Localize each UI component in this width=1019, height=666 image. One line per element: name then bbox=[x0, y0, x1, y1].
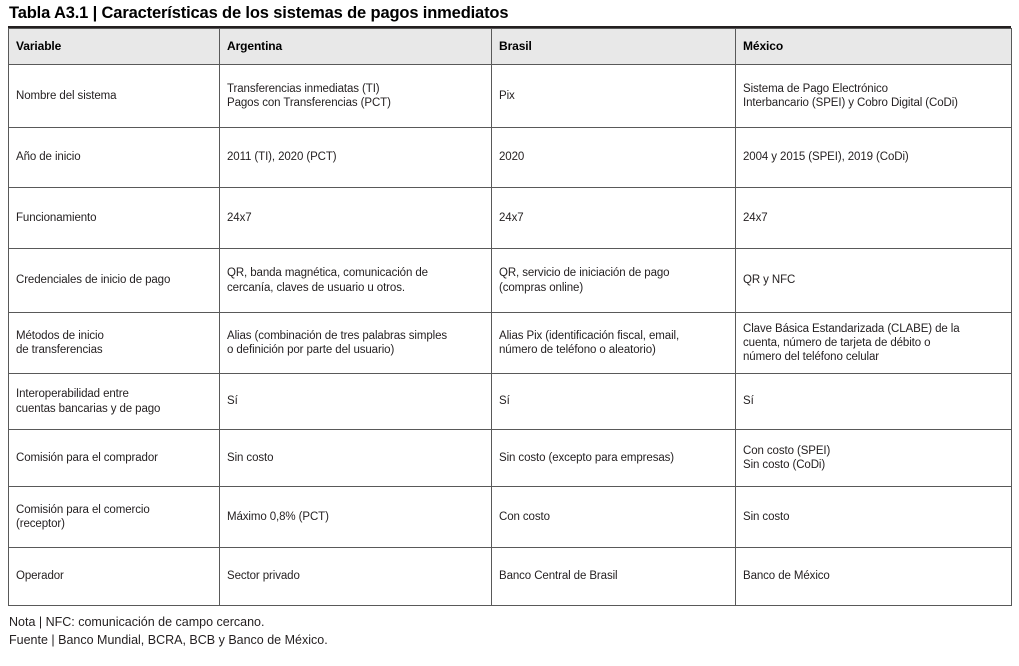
cell-line: Con costo bbox=[499, 510, 550, 523]
cell-line: 24x7 bbox=[227, 211, 252, 224]
cell-mexico bbox=[736, 313, 1012, 374]
cell-line: Sin costo (CoDi) bbox=[743, 459, 826, 471]
cell-line: 2020 bbox=[499, 151, 525, 164]
cell-line: (compras online) bbox=[499, 281, 584, 294]
cell-mexico bbox=[736, 249, 1012, 313]
cell-line: Alias (combinación de tres palabras simples bbox=[227, 329, 448, 342]
cell-line: 24x7 bbox=[499, 211, 524, 224]
column-header-mexico: México bbox=[736, 29, 1012, 65]
cell-mexico bbox=[736, 188, 1012, 249]
cell-line: Pagos con Transferencias (PCT) bbox=[227, 97, 391, 109]
cell-line: Sin costo bbox=[227, 451, 274, 464]
row-label-cell bbox=[9, 430, 220, 487]
cell-line: Comisión para el comprador bbox=[16, 451, 158, 464]
cell-line: Funcionamiento bbox=[16, 211, 97, 224]
cell-line: Sin costo bbox=[743, 510, 790, 523]
cell-line: Sí bbox=[743, 395, 754, 408]
column-header-brasil: Brasil bbox=[492, 29, 736, 65]
cell-line: 2011 (TI), 2020 (PCT) bbox=[227, 151, 337, 164]
cell-argentina bbox=[220, 374, 492, 430]
cell-argentina bbox=[220, 188, 492, 249]
table-footnotes bbox=[8, 614, 1011, 649]
row-label-cell bbox=[9, 128, 220, 188]
cell-mexico bbox=[736, 128, 1012, 188]
cell-brasil bbox=[492, 128, 736, 188]
cell-mexico bbox=[736, 548, 1012, 606]
cell-line: QR, servicio de iniciación de pago bbox=[499, 267, 670, 280]
cell-line: Con costo (SPEI) bbox=[743, 444, 831, 457]
cell-line: Sector privado bbox=[227, 570, 300, 583]
cell-brasil bbox=[492, 188, 736, 249]
page-title: Tabla A3.1 | Características de los sistemas de pagos inmediatos bbox=[9, 4, 509, 22]
table-body bbox=[9, 65, 1012, 606]
cell-line: 24x7 bbox=[743, 211, 768, 224]
cell-brasil bbox=[492, 374, 736, 430]
footnote-nota: Nota | NFC: comunicación de campo cercano. bbox=[9, 615, 265, 629]
cell-line: Nombre del sistema bbox=[16, 89, 117, 102]
cell-line: Interoperabilidad entre bbox=[16, 388, 129, 401]
cell-line: o definición por parte del usuario) bbox=[227, 344, 395, 356]
cell-line: Métodos de inicio bbox=[16, 329, 104, 342]
table-row bbox=[9, 128, 1012, 188]
row-label-cell bbox=[9, 548, 220, 606]
cell-argentina bbox=[220, 487, 492, 548]
cell-line: 2004 y 2015 (SPEI), 2019 (CoDi) bbox=[743, 151, 909, 164]
column-header-variable: Variable bbox=[9, 29, 220, 65]
cell-line: Interbancario (SPEI) y Cobro Digital (CoDi) bbox=[743, 97, 958, 109]
cell-line: Banco de México bbox=[743, 570, 830, 583]
row-label-cell bbox=[9, 249, 220, 313]
cell-brasil bbox=[492, 548, 736, 606]
table-row bbox=[9, 313, 1012, 374]
cell-line: Transferencias inmediatas (TI) bbox=[227, 82, 380, 95]
cell-brasil bbox=[492, 313, 736, 374]
cell-line: número de teléfono o aleatorio) bbox=[499, 344, 656, 356]
row-label-cell bbox=[9, 313, 220, 374]
table-row bbox=[9, 430, 1012, 487]
table-row bbox=[9, 188, 1012, 249]
cell-mexico bbox=[736, 374, 1012, 430]
table-row bbox=[9, 249, 1012, 313]
cell-line: Máximo 0,8% (PCT) bbox=[227, 510, 329, 523]
table-header-row bbox=[9, 29, 1012, 65]
cell-line: Comisión para el comercio bbox=[16, 503, 150, 516]
cell-line: Sí bbox=[227, 395, 238, 408]
cell-mexico bbox=[736, 65, 1012, 128]
cell-brasil bbox=[492, 65, 736, 128]
cell-argentina bbox=[220, 430, 492, 487]
row-label-cell bbox=[9, 487, 220, 548]
table-row bbox=[9, 548, 1012, 606]
row-label-cell bbox=[9, 188, 220, 249]
cell-line: QR y NFC bbox=[743, 274, 796, 287]
table-row bbox=[9, 65, 1012, 128]
cell-line: Sistema de Pago Electrónico bbox=[743, 82, 888, 95]
cell-line: (receptor) bbox=[16, 518, 65, 530]
table-row bbox=[9, 487, 1012, 548]
table-row bbox=[9, 374, 1012, 430]
table-header bbox=[9, 29, 1012, 65]
cell-line: cercanía, claves de usuario u otros. bbox=[227, 281, 405, 294]
cell-argentina bbox=[220, 548, 492, 606]
cell-line: Pix bbox=[499, 89, 515, 102]
footnote-fuente: Fuente | Banco Mundial, BCRA, BCB y Banco de México. bbox=[9, 632, 328, 647]
cell-line: QR, banda magnética, comunicación de bbox=[227, 267, 428, 280]
cell-line: Credenciales de inicio de pago bbox=[16, 274, 171, 287]
cell-brasil bbox=[492, 430, 736, 487]
cell-argentina bbox=[220, 313, 492, 374]
cell-line: Sí bbox=[499, 395, 510, 408]
cell-line: Operador bbox=[16, 570, 64, 583]
cell-argentina bbox=[220, 249, 492, 313]
row-label-cell bbox=[9, 374, 220, 430]
row-label-cell bbox=[9, 65, 220, 128]
cell-brasil bbox=[492, 487, 736, 548]
payments-systems-table bbox=[8, 28, 1012, 606]
column-header-argentina: Argentina bbox=[220, 29, 492, 65]
cell-line: número del teléfono celular bbox=[743, 351, 880, 364]
cell-line: Alias Pix (identificación fiscal, email, bbox=[499, 329, 680, 342]
cell-line: cuentas bancarias y de pago bbox=[16, 402, 161, 415]
cell-line: cuenta, número de tarjeta de débito o bbox=[743, 336, 931, 349]
cell-mexico bbox=[736, 430, 1012, 487]
cell-line: Clave Básica Estandarizada (CLABE) de la bbox=[743, 322, 960, 335]
cell-brasil bbox=[492, 249, 736, 313]
cell-argentina bbox=[220, 128, 492, 188]
cell-line: Sin costo (excepto para empresas) bbox=[499, 451, 675, 464]
cell-argentina bbox=[220, 65, 492, 128]
cell-line: Banco Central de Brasil bbox=[499, 570, 618, 583]
cell-line: de transferencias bbox=[16, 344, 103, 356]
cell-line: Año de inicio bbox=[16, 151, 81, 164]
cell-mexico bbox=[736, 487, 1012, 548]
